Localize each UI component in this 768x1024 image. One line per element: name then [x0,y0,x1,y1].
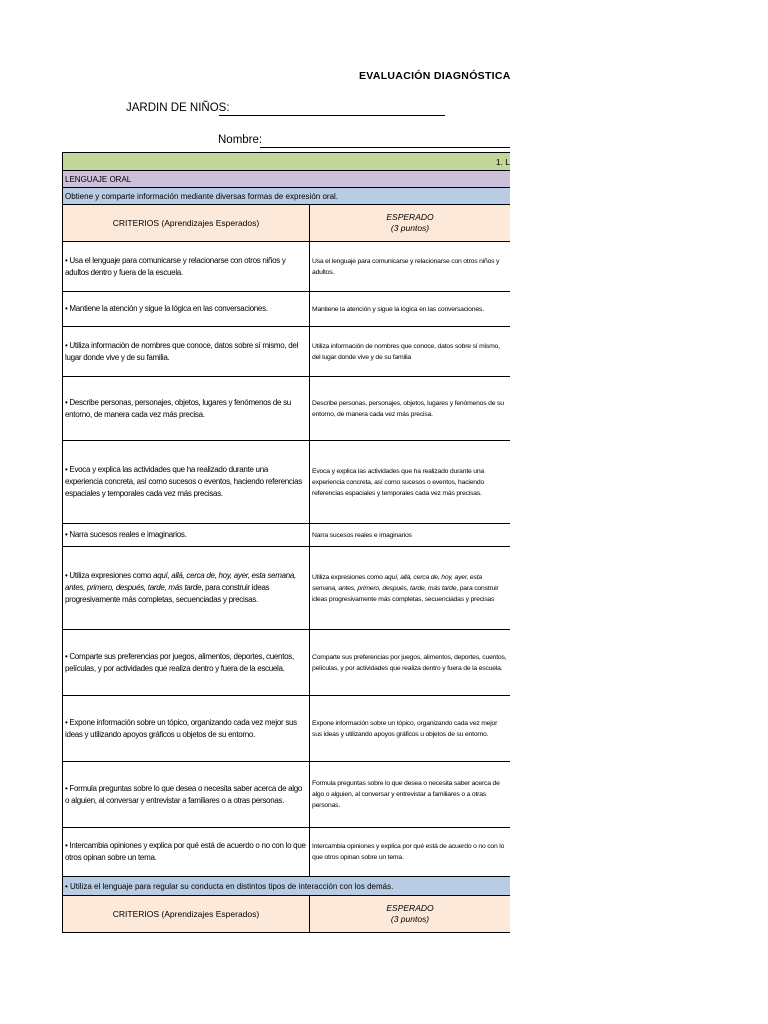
esperado-cell[interactable]: Usa el lenguaje para comunicarse y relacionarse con otros niños y adultos. [310,242,511,292]
criterio-cell: • Formula preguntas sobre lo que desea o necesita saber acerca de algo o alguien, al conversar y entrevistar a familiares o a otras personas. [63,762,310,828]
criterio-cell: • Describe personas, personajes, objetos, lugares y fenómenos de su entorno, de manera cada vez más precisa. [63,377,310,441]
esperado-cell[interactable]: Utiliza información de nombres que conoce, datos sobre sí mismo, del lugar donde vive y de su familia [310,327,511,377]
criteria-row [63,242,511,292]
criterio-cell: • Mantiene la atención y sigue la lógica en las conversaciones. [63,292,310,327]
jardin-input-line[interactable] [219,115,445,116]
section-label: 1. L [63,153,511,171]
criteria-row [63,327,511,377]
esperado-cell[interactable]: Formula preguntas sobre lo que desea o necesita saber acerca de algo o alguien, al conversar y entrevistar a familiares o a otras personas. [310,762,511,828]
criterio-italic-text: aquí, allá, cerca de, hoy, ayer, esta semana, antes, primero, después, tarde, más tarde [65,571,296,592]
criterio-cell: • Expone información sobre un tópico, organizando cada vez mejor sus ideas y utilizando apoyos gráficos u objetos de su entorno. [63,696,310,762]
criterio-text: , para construir ideas progresivamente más completas, secuenciadas y precisas. [65,583,270,604]
criteria-row [63,441,511,524]
esperado-title: ESPERADO [386,903,434,913]
esperado-header [310,896,511,933]
criteria-row [63,377,511,441]
esperado-cell[interactable] [310,547,511,630]
puntos-label: (3 puntos) [390,914,430,924]
nombre-label: Nombre: [218,134,263,146]
esperado-title: ESPERADO [386,212,434,222]
criteria-row [63,547,511,630]
esperado-text: , para construir ideas progresivamente más completas, secuenciadas y precisas [312,584,499,603]
aspect-row [63,877,511,896]
criterio-cell: • Usa el lenguaje para comunicarse y relacionarse con otros niños y adultos dentro y fuera de la escuela. [63,242,310,292]
criteria-row [63,828,511,877]
aspect-row [63,188,511,205]
criteria-row [63,524,511,547]
esperado-cell[interactable]: Describe personas, personajes, objetos, lugares y fenómenos de su entorno, de manera cada vez más precisa. [310,377,511,441]
criterios-header: CRITERIOS (Aprendizajes Esperados) [63,896,310,933]
jardin-label: JARDIN DE NIÑOS: [126,102,230,114]
section-header-row [63,153,511,171]
evaluation-sheet [62,152,510,944]
evaluation-table [62,152,510,933]
criterio-cell: • Intercambia opiniones y explica por qué está de acuerdo o no con lo que otros opinan sobre un tema. [63,828,310,877]
criteria-header-row [63,896,511,933]
aspect-label: • Utiliza el lenguaje para regular su conducta en distintos tipos de interacción con los demás. [63,877,511,896]
criterio-cell: • Utiliza información de nombres que conoce, datos sobre sí mismo, del lugar donde vive y de su familia. [63,327,310,377]
esperado-cell[interactable]: Comparte sus preferencias por juegos, alimentos, deportes, cuentos, películas, y por actividades que realiza dentro y fuera de la escuela. [310,630,511,696]
esperado-cell[interactable]: Expone información sobre un tópico, organizando cada vez mejor sus ideas y utilizando apoyos gráficos u objetos de su entorno. [310,696,511,762]
esperado-cell[interactable]: Narra sucesos reales e imaginarios [310,524,511,547]
puntos-label: (3 puntos) [390,223,430,233]
criteria-row [63,630,511,696]
nombre-input-line[interactable] [260,147,510,148]
esperado-cell[interactable]: Mantiene la atención y sigue la lógica en las conversaciones. [310,292,511,327]
criterios-header: CRITERIOS (Aprendizajes Esperados) [63,205,310,242]
criterio-cell [63,547,310,630]
esperado-cell[interactable]: Intercambia opiniones y explica por qué está de acuerdo o no con lo que otros opinan sobre un tema. [310,828,511,877]
criterio-cell: • Comparte sus preferencias por juegos, alimentos, deportes, cuentos, películas, y por actividades que realiza dentro y fuera de la escuela. [63,630,310,696]
criterio-text: • Utiliza expresiones como [65,571,154,580]
criteria-row [63,292,511,327]
criterio-cell: • Narra sucesos reales e imaginarios. [63,524,310,547]
page-title: EVALUACIÓN DIAGNÓSTICA [359,70,511,82]
criteria-row [63,696,511,762]
aspect-label: Obtiene y comparte información mediante diversas formas de expresión oral. [63,188,511,205]
area-row [63,171,511,188]
criteria-row [63,762,511,828]
esperado-italic-text: aquí, allá, cerca de, hoy, ayer, esta semana, antes, primero, después, tarde, más tarde [312,573,482,592]
esperado-header [310,205,511,242]
criterio-cell: • Evoca y explica las actividades que ha realizado durante una experiencia concreta, así como sucesos o eventos, haciendo referencias espaciales y temporales cada vez más precisas. [63,441,310,524]
area-label: LENGUAJE ORAL [63,171,511,188]
esperado-cell[interactable]: Evoca y explica las actividades que ha realizado durante una experiencia concreta, así como sucesos o eventos, haciendo referencias espaciales y temporales cada vez más precisas. [310,441,511,524]
criteria-header-row [63,205,511,242]
esperado-text: Utiliza expresiones como [312,573,385,581]
